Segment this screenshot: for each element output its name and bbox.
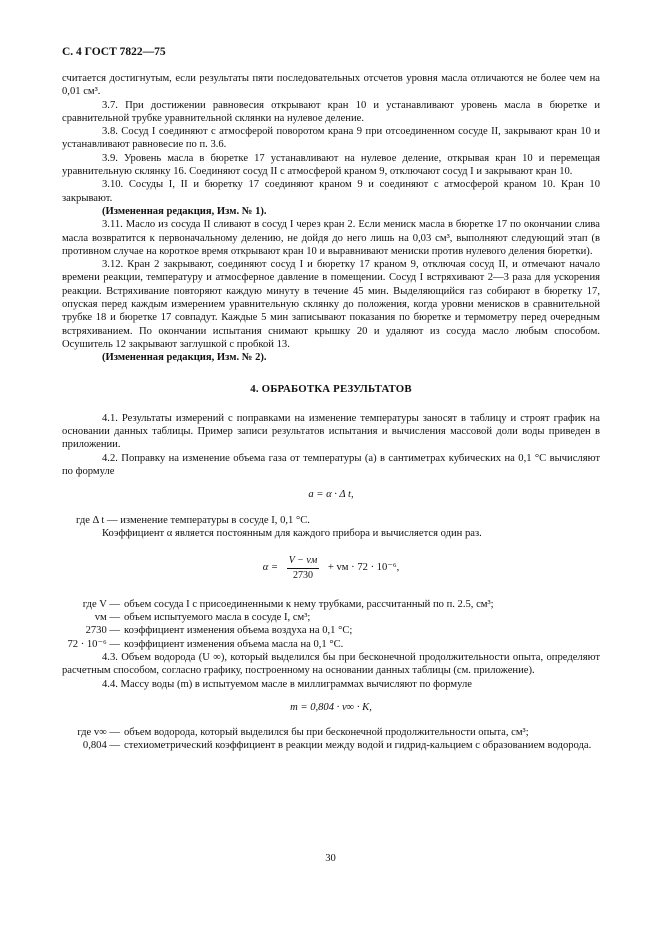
definition-text: объем сосуда I с присоединенными к нему трубками, рассчитанный по п. 2.5, см³; xyxy=(124,598,494,610)
definition-row xyxy=(62,638,600,651)
definition-label: 2730 — xyxy=(85,625,120,637)
paragraph-3-12: 3.12. Кран 2 закрывают, соединяют сосуд I и бюретку 17 краном 9, отключая сосуд II, и отмечают начало времени реакции, температуру и атмосферное давление в помещении. Сосуд I встряхивают 2—3 раза для ускорения реакции. Встряхивание повторяют каждую минуту в течение 45 мин. Выделяющийся газ собирают в бюретку 17, опуская перед каждым измерением уравнительную склянку до положения, когда уровни менисков в сравнительной трубке 18 и бюретке 17 совпадут. Каждые 5 мин записывают показания по бюретке и термометру перед очередным встряхиванием. По окончании испытания снимают крышку 20 и удаляют из сосуда масло любым способом. Осушитель 12 закрывают заглушкой с пробкой 13. xyxy=(62,259,600,350)
paragraph-continuation: считается достигнутым, если результаты пяти последовательных отсчетов уровня масла отличаются не более чем на 0,01 см³. xyxy=(62,73,600,98)
coefficient-note: Коэффициент α является постоянным для каждого прибора и вычисляется один раз. xyxy=(102,527,482,539)
definition-text: объем водорода, который выделился бы при бесконечной продолжительности опыта, см³; xyxy=(124,727,529,739)
definition-label: 0,804 — xyxy=(82,740,120,752)
definition-text: объем испытуемого масла в сосуде I, см³; xyxy=(124,612,311,624)
definition-row xyxy=(62,624,600,637)
definition-label: 72 · 10⁻⁶ — xyxy=(67,638,120,650)
paragraph-3-7: 3.7. При достижении равновесия открывают кран 10 и устанавливают уровень масла в бюретке и сравнительной трубке уравнительной склянки на нулевое деление. xyxy=(62,99,600,124)
definition-row xyxy=(62,726,600,739)
paragraph-4-1: 4.1. Результаты измерений с поправками на изменение температуры заносят в таблицу и строят график на основании данных таблицы. Пример записи результатов испытания и вычисления массовой доли воды приведен в приложении. xyxy=(62,412,600,451)
paragraph-4-3: 4.3. Объем водорода (U ∞), который выделился бы при бесконечной продолжительности опыта, определяют расчетным способом, согласно графику, построенному на основании данных таблицы (см. приложение). xyxy=(62,651,600,677)
definition-row xyxy=(62,739,600,752)
definition-label: vм — xyxy=(94,612,120,624)
paragraph-3-11: 3.11. Масло из сосуда II сливают в сосуд I через кран 2. Если мениск масла в бюретке 17 по окончании слива масла возвратится к первоначальному делению, не дойдя до него лишь на 0,03 см³, выполняют следующий этап (в противном случае на короткое время открывают кран 10 и выравнивают мениски против нулевого деления бюретки). xyxy=(62,219,600,257)
formula-water-mass: m = 0,804 · v∞ · K, xyxy=(290,701,372,713)
formula-alpha xyxy=(62,554,600,582)
definition-text: стехиометрический коэффициент в реакции между водой и гидрид-кальцием с образованием водорода. xyxy=(124,740,592,752)
definition-row xyxy=(62,598,600,611)
section-heading: 4. ОБРАБОТКА РЕЗУЛЬТАТОВ xyxy=(250,382,412,395)
definition-text: коэффициент изменения объема воздуха на 0,1 °С; xyxy=(124,625,353,637)
definitions-water xyxy=(62,726,600,753)
definitions-alpha xyxy=(62,598,600,651)
definition-text: коэффициент изменения объема масла на 0,1 °С. xyxy=(124,638,344,650)
paragraph-3-8: 3.8. Сосуд I соединяют с атмосферой поворотом крана 9 при отсоединенном сосуде II, закрывают кран 10 и устанавливают равновесие по п. 3.6. xyxy=(62,126,600,151)
page-number: 30 xyxy=(325,853,336,864)
paragraph-3-9: 3.9. Уровень масла в бюретке 17 устанавливают на нулевое деление, открывая кран 10 и перемещая уравнительную склянку 16. Соединяют сосуд II с атмосферой краном 9, отключают сосуд I и закрывают кран 10. xyxy=(62,152,600,178)
fraction-denominator: 2730 xyxy=(292,569,313,581)
formula-correction: a = α · Δ t, xyxy=(308,489,354,501)
page-body xyxy=(62,72,600,753)
where-delta-t: где Δ t — изменение температуры в сосуде I, 0,1 °С. xyxy=(76,514,310,526)
amendment-note-2: (Измененная редакция, Изм. № 2). xyxy=(102,352,267,364)
page-header: С. 4 ГОСТ 7822—75 xyxy=(62,46,166,58)
formula-alpha-left: α = xyxy=(262,562,279,574)
formula-alpha-right: + vм · 72 · 10⁻⁶, xyxy=(327,562,400,574)
paragraph-3-10: 3.10. Сосуды I, II и бюретку 17 соединяют краном 9 и соединяют с атмосферой краном 10. Кран 10 закрывают. xyxy=(62,179,600,204)
definition-label: где V — xyxy=(82,598,120,610)
paragraph-4-2: 4.2. Поправку на изменение объема газа от температуры (a) в сантиметрах кубических на 0,1 °С вычисляют по формуле xyxy=(62,452,600,478)
definition-row xyxy=(62,611,600,624)
definition-label: где v∞ — xyxy=(77,727,120,739)
paragraph-4-4: 4.4. Массу воды (m) в испытуемом масле в миллиграммах вычисляют по формуле xyxy=(102,678,472,690)
amendment-note-1: (Измененная редакция, Изм. № 1). xyxy=(102,205,267,217)
formula-alpha-fraction xyxy=(287,554,320,582)
fraction-numerator: V − vм xyxy=(287,554,320,568)
